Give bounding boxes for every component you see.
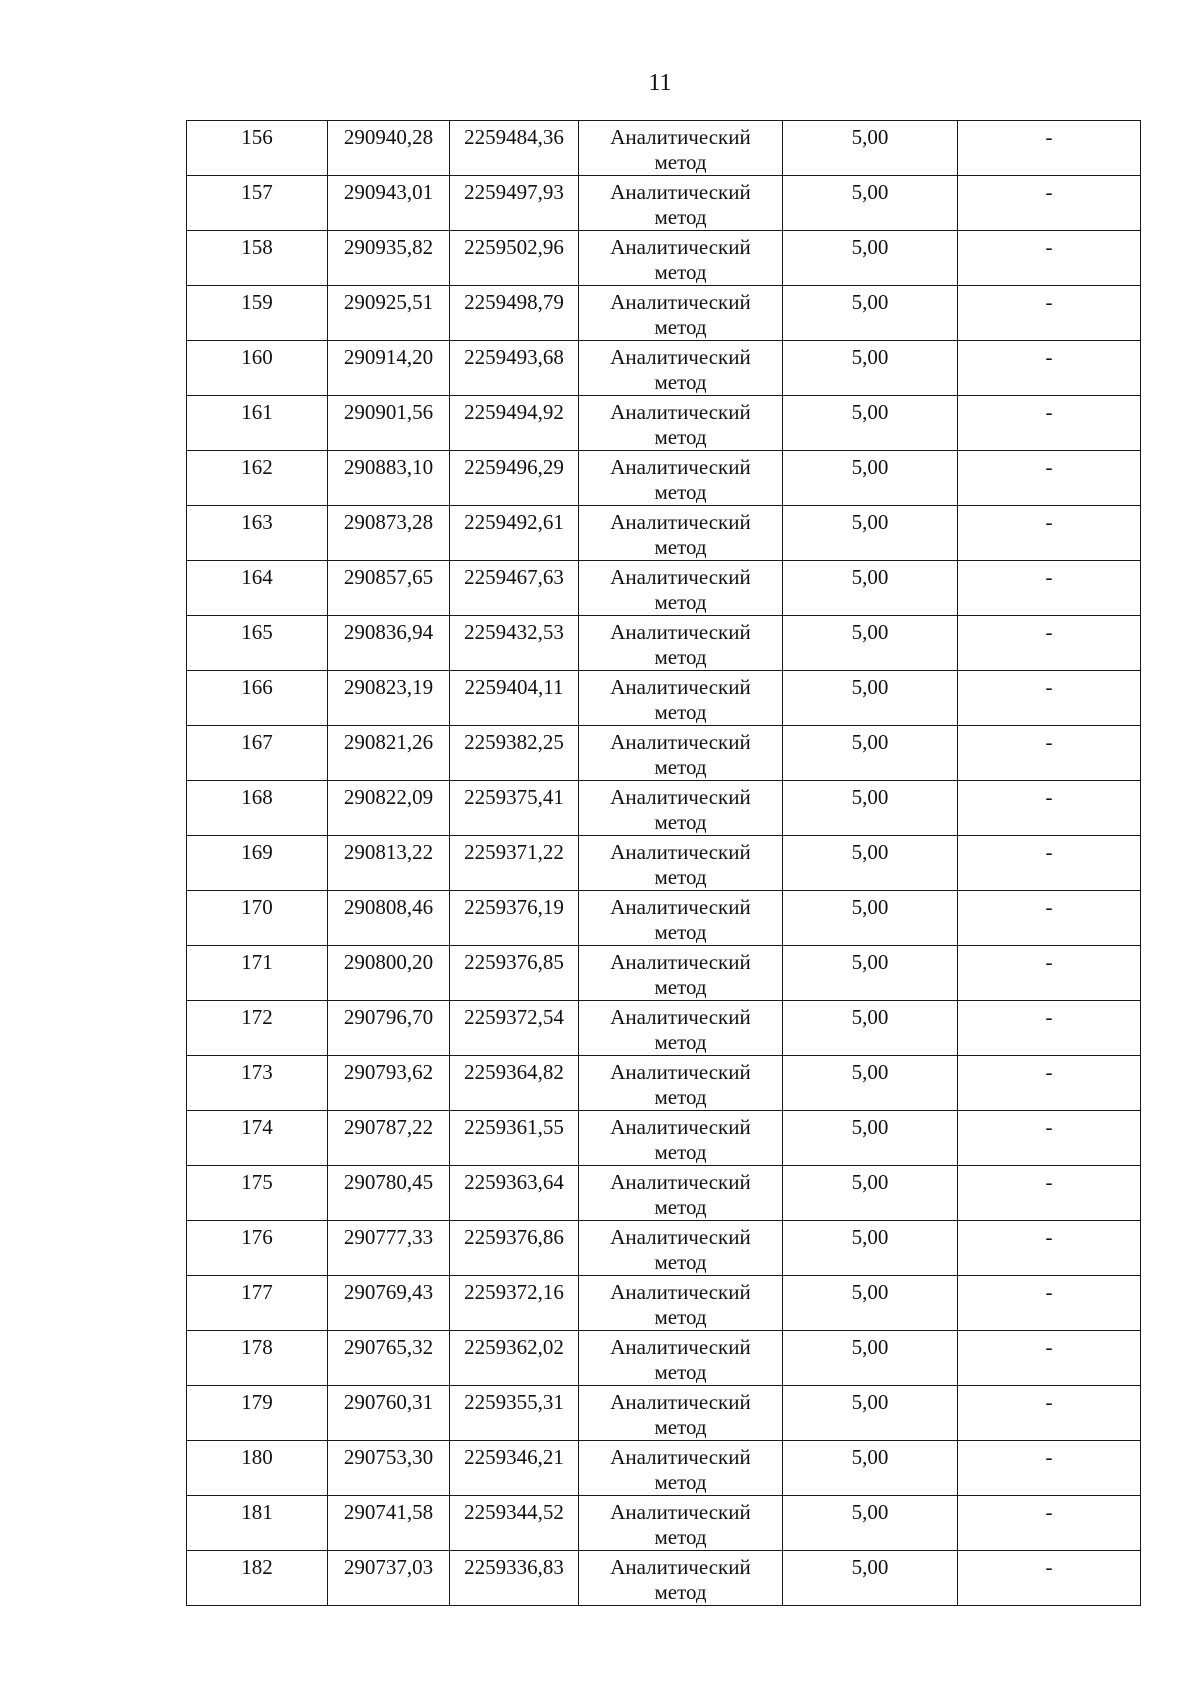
x-coordinate-cell: 290777,33 bbox=[328, 1221, 450, 1276]
table-row bbox=[187, 946, 1141, 1001]
method-line-2: метод bbox=[654, 1580, 707, 1604]
method-cell bbox=[579, 451, 783, 506]
method-cell bbox=[579, 341, 783, 396]
method-line-1: Аналитический bbox=[610, 180, 751, 204]
note-cell: - bbox=[958, 1001, 1141, 1056]
method-line-1: Аналитический bbox=[610, 400, 751, 424]
point-number-cell: 167 bbox=[187, 726, 328, 781]
method-line-1: Аналитический bbox=[610, 1060, 751, 1084]
method-line-1: Аналитический bbox=[610, 345, 751, 369]
y-coordinate-cell: 2259484,36 bbox=[450, 121, 579, 176]
method-line-2: метод bbox=[654, 535, 707, 559]
method-cell bbox=[579, 1166, 783, 1221]
note-cell: - bbox=[958, 1551, 1141, 1606]
method-cell bbox=[579, 671, 783, 726]
method-line-2: метод bbox=[654, 1305, 707, 1329]
table-row bbox=[187, 1386, 1141, 1441]
method-line-1: Аналитический bbox=[610, 1005, 751, 1029]
note-cell: - bbox=[958, 616, 1141, 671]
accuracy-cell: 5,00 bbox=[783, 1386, 958, 1441]
method-line-1: Аналитический bbox=[610, 125, 751, 149]
note-cell: - bbox=[958, 1441, 1141, 1496]
x-coordinate-cell: 290793,62 bbox=[328, 1056, 450, 1111]
method-line-2: метод bbox=[654, 755, 707, 779]
method-cell bbox=[579, 1496, 783, 1551]
accuracy-cell: 5,00 bbox=[783, 1441, 958, 1496]
point-number-cell: 171 bbox=[187, 946, 328, 1001]
method-cell bbox=[579, 946, 783, 1001]
method-line-1: Аналитический bbox=[610, 1555, 751, 1579]
x-coordinate-cell: 290796,70 bbox=[328, 1001, 450, 1056]
point-number-cell: 177 bbox=[187, 1276, 328, 1331]
note-cell: - bbox=[958, 1111, 1141, 1166]
method-line-1: Аналитический bbox=[610, 1170, 751, 1194]
note-cell: - bbox=[958, 836, 1141, 891]
table-row bbox=[187, 1111, 1141, 1166]
y-coordinate-cell: 2259376,85 bbox=[450, 946, 579, 1001]
table-row bbox=[187, 1166, 1141, 1221]
note-cell: - bbox=[958, 891, 1141, 946]
table-row bbox=[187, 1276, 1141, 1331]
point-number-cell: 162 bbox=[187, 451, 328, 506]
x-coordinate-cell: 290813,22 bbox=[328, 836, 450, 891]
table-row bbox=[187, 671, 1141, 726]
table-row bbox=[187, 616, 1141, 671]
method-line-1: Аналитический bbox=[610, 510, 751, 534]
method-cell bbox=[579, 726, 783, 781]
method-line-2: метод bbox=[654, 700, 707, 724]
table-row bbox=[187, 451, 1141, 506]
y-coordinate-cell: 2259497,93 bbox=[450, 176, 579, 231]
x-coordinate-cell: 290821,26 bbox=[328, 726, 450, 781]
method-line-2: метод bbox=[654, 315, 707, 339]
point-number-cell: 176 bbox=[187, 1221, 328, 1276]
x-coordinate-cell: 290760,31 bbox=[328, 1386, 450, 1441]
point-number-cell: 156 bbox=[187, 121, 328, 176]
y-coordinate-cell: 2259404,11 bbox=[450, 671, 579, 726]
table-row bbox=[187, 286, 1141, 341]
note-cell: - bbox=[958, 451, 1141, 506]
note-cell: - bbox=[958, 1496, 1141, 1551]
y-coordinate-cell: 2259494,92 bbox=[450, 396, 579, 451]
x-coordinate-cell: 290901,56 bbox=[328, 396, 450, 451]
method-line-2: метод bbox=[654, 1030, 707, 1054]
y-coordinate-cell: 2259344,52 bbox=[450, 1496, 579, 1551]
method-line-1: Аналитический bbox=[610, 1500, 751, 1524]
method-line-1: Аналитический bbox=[610, 455, 751, 479]
method-line-2: метод bbox=[654, 865, 707, 889]
table-row bbox=[187, 341, 1141, 396]
note-cell: - bbox=[958, 396, 1141, 451]
method-line-2: метод bbox=[654, 590, 707, 614]
method-line-1: Аналитический bbox=[610, 1280, 751, 1304]
point-number-cell: 159 bbox=[187, 286, 328, 341]
note-cell: - bbox=[958, 781, 1141, 836]
note-cell: - bbox=[958, 671, 1141, 726]
x-coordinate-cell: 290769,43 bbox=[328, 1276, 450, 1331]
accuracy-cell: 5,00 bbox=[783, 231, 958, 286]
coordinates-table bbox=[186, 120, 1141, 1606]
accuracy-cell: 5,00 bbox=[783, 671, 958, 726]
y-coordinate-cell: 2259498,79 bbox=[450, 286, 579, 341]
method-cell bbox=[579, 506, 783, 561]
table-row bbox=[187, 1001, 1141, 1056]
method-cell bbox=[579, 1276, 783, 1331]
method-cell bbox=[579, 231, 783, 286]
method-cell bbox=[579, 1111, 783, 1166]
y-coordinate-cell: 2259355,31 bbox=[450, 1386, 579, 1441]
accuracy-cell: 5,00 bbox=[783, 1001, 958, 1056]
y-coordinate-cell: 2259371,22 bbox=[450, 836, 579, 891]
method-line-1: Аналитический bbox=[610, 840, 751, 864]
x-coordinate-cell: 290883,10 bbox=[328, 451, 450, 506]
method-line-2: метод bbox=[654, 1195, 707, 1219]
y-coordinate-cell: 2259493,68 bbox=[450, 341, 579, 396]
table-row bbox=[187, 176, 1141, 231]
accuracy-cell: 5,00 bbox=[783, 1221, 958, 1276]
note-cell: - bbox=[958, 946, 1141, 1001]
x-coordinate-cell: 290765,32 bbox=[328, 1331, 450, 1386]
point-number-cell: 181 bbox=[187, 1496, 328, 1551]
x-coordinate-cell: 290857,65 bbox=[328, 561, 450, 616]
point-number-cell: 166 bbox=[187, 671, 328, 726]
method-line-1: Аналитический bbox=[610, 1335, 751, 1359]
note-cell: - bbox=[958, 121, 1141, 176]
y-coordinate-cell: 2259376,19 bbox=[450, 891, 579, 946]
table-row bbox=[187, 1551, 1141, 1606]
table-row bbox=[187, 781, 1141, 836]
point-number-cell: 175 bbox=[187, 1166, 328, 1221]
method-cell bbox=[579, 1221, 783, 1276]
method-line-1: Аналитический bbox=[610, 1115, 751, 1139]
method-cell bbox=[579, 121, 783, 176]
y-coordinate-cell: 2259492,61 bbox=[450, 506, 579, 561]
x-coordinate-cell: 290787,22 bbox=[328, 1111, 450, 1166]
accuracy-cell: 5,00 bbox=[783, 451, 958, 506]
accuracy-cell: 5,00 bbox=[783, 946, 958, 1001]
y-coordinate-cell: 2259362,02 bbox=[450, 1331, 579, 1386]
note-cell: - bbox=[958, 1221, 1141, 1276]
accuracy-cell: 5,00 bbox=[783, 176, 958, 231]
method-line-1: Аналитический bbox=[610, 1390, 751, 1414]
y-coordinate-cell: 2259346,21 bbox=[450, 1441, 579, 1496]
y-coordinate-cell: 2259364,82 bbox=[450, 1056, 579, 1111]
method-line-1: Аналитический bbox=[610, 785, 751, 809]
method-line-1: Аналитический bbox=[610, 1445, 751, 1469]
method-line-2: метод bbox=[654, 260, 707, 284]
y-coordinate-cell: 2259467,63 bbox=[450, 561, 579, 616]
x-coordinate-cell: 290737,03 bbox=[328, 1551, 450, 1606]
x-coordinate-cell: 290836,94 bbox=[328, 616, 450, 671]
method-line-2: метод bbox=[654, 150, 707, 174]
point-number-cell: 174 bbox=[187, 1111, 328, 1166]
point-number-cell: 173 bbox=[187, 1056, 328, 1111]
y-coordinate-cell: 2259376,86 bbox=[450, 1221, 579, 1276]
accuracy-cell: 5,00 bbox=[783, 1276, 958, 1331]
x-coordinate-cell: 290925,51 bbox=[328, 286, 450, 341]
note-cell: - bbox=[958, 1056, 1141, 1111]
accuracy-cell: 5,00 bbox=[783, 1496, 958, 1551]
x-coordinate-cell: 290940,28 bbox=[328, 121, 450, 176]
accuracy-cell: 5,00 bbox=[783, 121, 958, 176]
method-cell bbox=[579, 1001, 783, 1056]
method-line-2: метод bbox=[654, 1250, 707, 1274]
point-number-cell: 182 bbox=[187, 1551, 328, 1606]
y-coordinate-cell: 2259502,96 bbox=[450, 231, 579, 286]
method-cell bbox=[579, 616, 783, 671]
method-line-2: метод bbox=[654, 1140, 707, 1164]
method-line-2: метод bbox=[654, 205, 707, 229]
method-cell bbox=[579, 1331, 783, 1386]
y-coordinate-cell: 2259496,29 bbox=[450, 451, 579, 506]
table-row bbox=[187, 836, 1141, 891]
method-line-2: метод bbox=[654, 1085, 707, 1109]
point-number-cell: 180 bbox=[187, 1441, 328, 1496]
y-coordinate-cell: 2259336,83 bbox=[450, 1551, 579, 1606]
x-coordinate-cell: 290914,20 bbox=[328, 341, 450, 396]
accuracy-cell: 5,00 bbox=[783, 616, 958, 671]
table-row bbox=[187, 231, 1141, 286]
x-coordinate-cell: 290943,01 bbox=[328, 176, 450, 231]
accuracy-cell: 5,00 bbox=[783, 396, 958, 451]
method-line-2: метод bbox=[654, 1525, 707, 1549]
point-number-cell: 163 bbox=[187, 506, 328, 561]
x-coordinate-cell: 290822,09 bbox=[328, 781, 450, 836]
accuracy-cell: 5,00 bbox=[783, 781, 958, 836]
note-cell: - bbox=[958, 1276, 1141, 1331]
method-line-1: Аналитический bbox=[610, 730, 751, 754]
table-row bbox=[187, 121, 1141, 176]
point-number-cell: 178 bbox=[187, 1331, 328, 1386]
accuracy-cell: 5,00 bbox=[783, 1551, 958, 1606]
y-coordinate-cell: 2259372,16 bbox=[450, 1276, 579, 1331]
note-cell: - bbox=[958, 1166, 1141, 1221]
method-cell bbox=[579, 396, 783, 451]
accuracy-cell: 5,00 bbox=[783, 891, 958, 946]
x-coordinate-cell: 290823,19 bbox=[328, 671, 450, 726]
accuracy-cell: 5,00 bbox=[783, 1166, 958, 1221]
y-coordinate-cell: 2259432,53 bbox=[450, 616, 579, 671]
accuracy-cell: 5,00 bbox=[783, 561, 958, 616]
accuracy-cell: 5,00 bbox=[783, 1111, 958, 1166]
accuracy-cell: 5,00 bbox=[783, 341, 958, 396]
accuracy-cell: 5,00 bbox=[783, 286, 958, 341]
point-number-cell: 161 bbox=[187, 396, 328, 451]
point-number-cell: 170 bbox=[187, 891, 328, 946]
point-number-cell: 158 bbox=[187, 231, 328, 286]
table-row bbox=[187, 396, 1141, 451]
accuracy-cell: 5,00 bbox=[783, 1056, 958, 1111]
y-coordinate-cell: 2259375,41 bbox=[450, 781, 579, 836]
method-line-1: Аналитический bbox=[610, 950, 751, 974]
method-line-1: Аналитический bbox=[610, 565, 751, 589]
point-number-cell: 157 bbox=[187, 176, 328, 231]
x-coordinate-cell: 290780,45 bbox=[328, 1166, 450, 1221]
x-coordinate-cell: 290753,30 bbox=[328, 1441, 450, 1496]
y-coordinate-cell: 2259363,64 bbox=[450, 1166, 579, 1221]
note-cell: - bbox=[958, 341, 1141, 396]
method-cell bbox=[579, 561, 783, 616]
note-cell: - bbox=[958, 561, 1141, 616]
method-cell bbox=[579, 1441, 783, 1496]
point-number-cell: 179 bbox=[187, 1386, 328, 1441]
method-line-2: метод bbox=[654, 645, 707, 669]
table-row bbox=[187, 506, 1141, 561]
accuracy-cell: 5,00 bbox=[783, 1331, 958, 1386]
point-number-cell: 165 bbox=[187, 616, 328, 671]
method-line-2: метод bbox=[654, 975, 707, 999]
method-line-1: Аналитический bbox=[610, 290, 751, 314]
note-cell: - bbox=[958, 1331, 1141, 1386]
y-coordinate-cell: 2259361,55 bbox=[450, 1111, 579, 1166]
method-cell bbox=[579, 836, 783, 891]
table-row bbox=[187, 1496, 1141, 1551]
method-cell bbox=[579, 286, 783, 341]
accuracy-cell: 5,00 bbox=[783, 836, 958, 891]
note-cell: - bbox=[958, 726, 1141, 781]
point-number-cell: 164 bbox=[187, 561, 328, 616]
method-line-1: Аналитический bbox=[610, 235, 751, 259]
method-cell bbox=[579, 891, 783, 946]
method-cell bbox=[579, 1386, 783, 1441]
accuracy-cell: 5,00 bbox=[783, 506, 958, 561]
note-cell: - bbox=[958, 286, 1141, 341]
note-cell: - bbox=[958, 506, 1141, 561]
x-coordinate-cell: 290741,58 bbox=[328, 1496, 450, 1551]
table-row bbox=[187, 891, 1141, 946]
table-row bbox=[187, 1331, 1141, 1386]
method-cell bbox=[579, 176, 783, 231]
point-number-cell: 169 bbox=[187, 836, 328, 891]
x-coordinate-cell: 290935,82 bbox=[328, 231, 450, 286]
method-line-2: метод bbox=[654, 370, 707, 394]
table-row bbox=[187, 726, 1141, 781]
method-line-2: метод bbox=[654, 1415, 707, 1439]
y-coordinate-cell: 2259382,25 bbox=[450, 726, 579, 781]
method-cell bbox=[579, 1056, 783, 1111]
point-number-cell: 168 bbox=[187, 781, 328, 836]
accuracy-cell: 5,00 bbox=[783, 726, 958, 781]
method-line-1: Аналитический bbox=[610, 895, 751, 919]
table-row bbox=[187, 1441, 1141, 1496]
note-cell: - bbox=[958, 1386, 1141, 1441]
x-coordinate-cell: 290873,28 bbox=[328, 506, 450, 561]
method-line-2: метод bbox=[654, 1360, 707, 1384]
method-line-2: метод bbox=[654, 425, 707, 449]
table-row bbox=[187, 561, 1141, 616]
method-line-1: Аналитический bbox=[610, 1225, 751, 1249]
method-cell bbox=[579, 781, 783, 836]
method-line-2: метод bbox=[654, 1470, 707, 1494]
point-number-cell: 160 bbox=[187, 341, 328, 396]
coordinates-table-body bbox=[187, 121, 1141, 1606]
y-coordinate-cell: 2259372,54 bbox=[450, 1001, 579, 1056]
method-line-2: метод bbox=[654, 810, 707, 834]
method-line-2: метод bbox=[654, 920, 707, 944]
x-coordinate-cell: 290800,20 bbox=[328, 946, 450, 1001]
table-row bbox=[187, 1221, 1141, 1276]
page-number: 11 bbox=[648, 70, 672, 96]
table-row bbox=[187, 1056, 1141, 1111]
x-coordinate-cell: 290808,46 bbox=[328, 891, 450, 946]
note-cell: - bbox=[958, 231, 1141, 286]
method-line-1: Аналитический bbox=[610, 675, 751, 699]
method-cell bbox=[579, 1551, 783, 1606]
method-line-2: метод bbox=[654, 480, 707, 504]
point-number-cell: 172 bbox=[187, 1001, 328, 1056]
note-cell: - bbox=[958, 176, 1141, 231]
method-line-1: Аналитический bbox=[610, 620, 751, 644]
